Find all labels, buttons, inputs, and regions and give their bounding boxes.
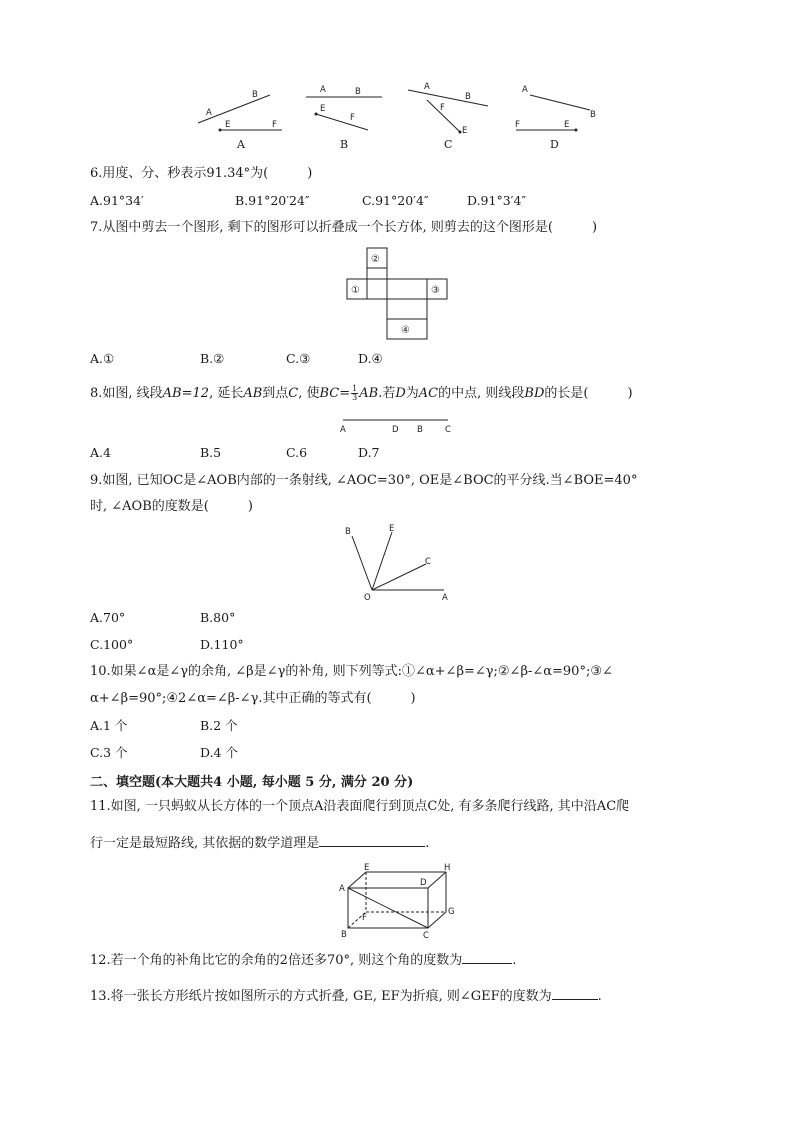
ang-label-a: A (442, 593, 448, 603)
cuboid-label-e: E (364, 863, 370, 873)
q7-option-d[interactable]: D.④ (358, 351, 383, 366)
ang-label-o: O (364, 593, 371, 603)
q6-option-a[interactable]: A.91°34′ (90, 193, 144, 208)
q8-stem: 8.如图, 线段AB=12, 延长AB到点C, 使BC= $\frac{1}{3}$ AB.若D为AC的中点, 则线段BD的长是( ) (90, 384, 633, 402)
seg-label-c: C (445, 425, 451, 435)
q12-answer-blank[interactable] (462, 950, 512, 964)
net-label-4: ④ (401, 325, 410, 336)
q8-option-b[interactable]: B.5 (200, 445, 222, 460)
q13-stem: 13.将一张长方形纸片按如图所示的方式折叠, GE, EF为折痕, 则∠GEF的度数为 . (90, 986, 602, 1006)
q8-option-c[interactable]: C.6 (286, 445, 308, 460)
cuboid-label-g: G (448, 907, 455, 917)
seg-label-d: D (392, 425, 399, 435)
figure-option-d (512, 80, 612, 152)
segment-figure (338, 414, 458, 436)
cube-net-figure (347, 248, 449, 342)
label-e: E (225, 120, 231, 130)
cuboid-label-b: B (341, 930, 347, 940)
label-b: B (465, 92, 471, 102)
figure-option-a (190, 80, 290, 152)
q7-stem: 7.从图中剪去一个图形, 剩下的图形可以折叠成一个长方体, 则剪去的这个图形是( ) (90, 220, 598, 235)
q13-answer-blank[interactable] (552, 986, 598, 1000)
q7-option-a[interactable]: A.① (90, 351, 115, 366)
caption-d: D (550, 138, 559, 151)
q11-answer-blank[interactable] (319, 833, 425, 847)
cuboid-label-a: A (339, 884, 345, 894)
section-title: 二、填空题(本大题共4 小题, 每小题 5 分, 满分 20 分) (90, 775, 414, 790)
label-f: F (272, 120, 277, 130)
q10-line1: 10.如果∠α是∠γ的余角, ∠β是∠γ的补角, 则下列等式:①∠α+∠β=∠γ;②∠β-∠α=90°;③∠ (90, 664, 613, 679)
q8-option-d[interactable]: D.7 (358, 445, 380, 460)
figure-option-b (300, 80, 400, 152)
q7-option-b[interactable]: B.② (200, 351, 225, 366)
ang-label-c: C (425, 557, 431, 567)
label-a: A (206, 108, 212, 118)
label-e: E (462, 126, 468, 136)
q6-option-c[interactable]: C.91°20′4″ (362, 193, 429, 208)
q6-stem: 6.用度、分、秒表示91.34°为( ) (90, 166, 313, 181)
q8-option-a[interactable]: A.4 (90, 445, 111, 460)
q6-option-d[interactable]: D.91°3′4″ (467, 193, 527, 208)
label-e: E (320, 104, 326, 114)
label-f: F (515, 120, 520, 130)
q9-option-d[interactable]: D.110° (200, 637, 244, 652)
q10-option-c[interactable]: C.3 个 (90, 745, 128, 760)
net-label-1: ① (351, 285, 360, 296)
caption-a: A (237, 138, 245, 151)
q10-option-a[interactable]: A.1 个 (90, 718, 128, 733)
seg-label-a: A (340, 425, 346, 435)
cuboid-figure (336, 864, 462, 944)
caption-b: B (340, 138, 349, 151)
q9-option-a[interactable]: A.70° (90, 610, 126, 625)
figure-option-c (402, 80, 502, 152)
label-b: B (355, 87, 361, 97)
net-label-3: ③ (431, 285, 440, 296)
cuboid-label-c: C (423, 931, 429, 941)
ang-label-e: E (389, 524, 395, 534)
net-label-2: ② (371, 254, 380, 265)
label-a: A (424, 82, 430, 92)
q6-option-b[interactable]: B.91°20′24″ (235, 193, 310, 208)
label-b: B (252, 90, 258, 100)
q9-line2: 时, ∠AOB的度数是( ) (90, 499, 253, 514)
label-b: B (590, 110, 596, 120)
label-f: F (440, 103, 445, 113)
caption-c: C (444, 138, 453, 151)
q10-option-b[interactable]: B.2 个 (200, 718, 238, 733)
label-e: E (564, 120, 570, 130)
label-f: F (350, 113, 355, 123)
cuboid-label-d: D (420, 878, 427, 888)
angle-figure (340, 522, 460, 604)
seg-label-b: B (417, 425, 423, 435)
label-a: A (320, 85, 326, 95)
q12-stem: 12.若一个角的补角比它的余角的2倍还多70°, 则这个角的度数为 . (90, 950, 516, 970)
ang-label-b: B (345, 527, 351, 537)
q7-option-c[interactable]: C.③ (286, 351, 311, 366)
q10-line2: α+∠β=90°;④2∠α=∠β-∠γ.其中正确的等式有( ) (90, 691, 416, 706)
q9-option-b[interactable]: B.80° (200, 610, 236, 625)
label-a: A (522, 85, 528, 95)
q9-line1: 9.如图, 已知OC是∠AOB内部的一条射线, ∠AOC=30°, OE是∠BOC的平分线.当∠BOE=40° (90, 473, 638, 488)
fraction-one-third: $\frac{1}{3}$ (352, 384, 358, 402)
q11-line1: 11.如图, 一只蚂蚁从长方体的一个顶点A沿表面爬行到顶点C处, 有多条爬行线路, 其中沿AC爬 (90, 799, 630, 814)
cuboid-label-f: F (362, 913, 367, 923)
q11-line2: 行一定是最短路线, 其依据的数学道理是 . (90, 833, 429, 853)
q10-option-d[interactable]: D.4 个 (200, 745, 238, 760)
cuboid-label-h: H (444, 863, 451, 873)
q9-option-c[interactable]: C.100° (90, 637, 134, 652)
